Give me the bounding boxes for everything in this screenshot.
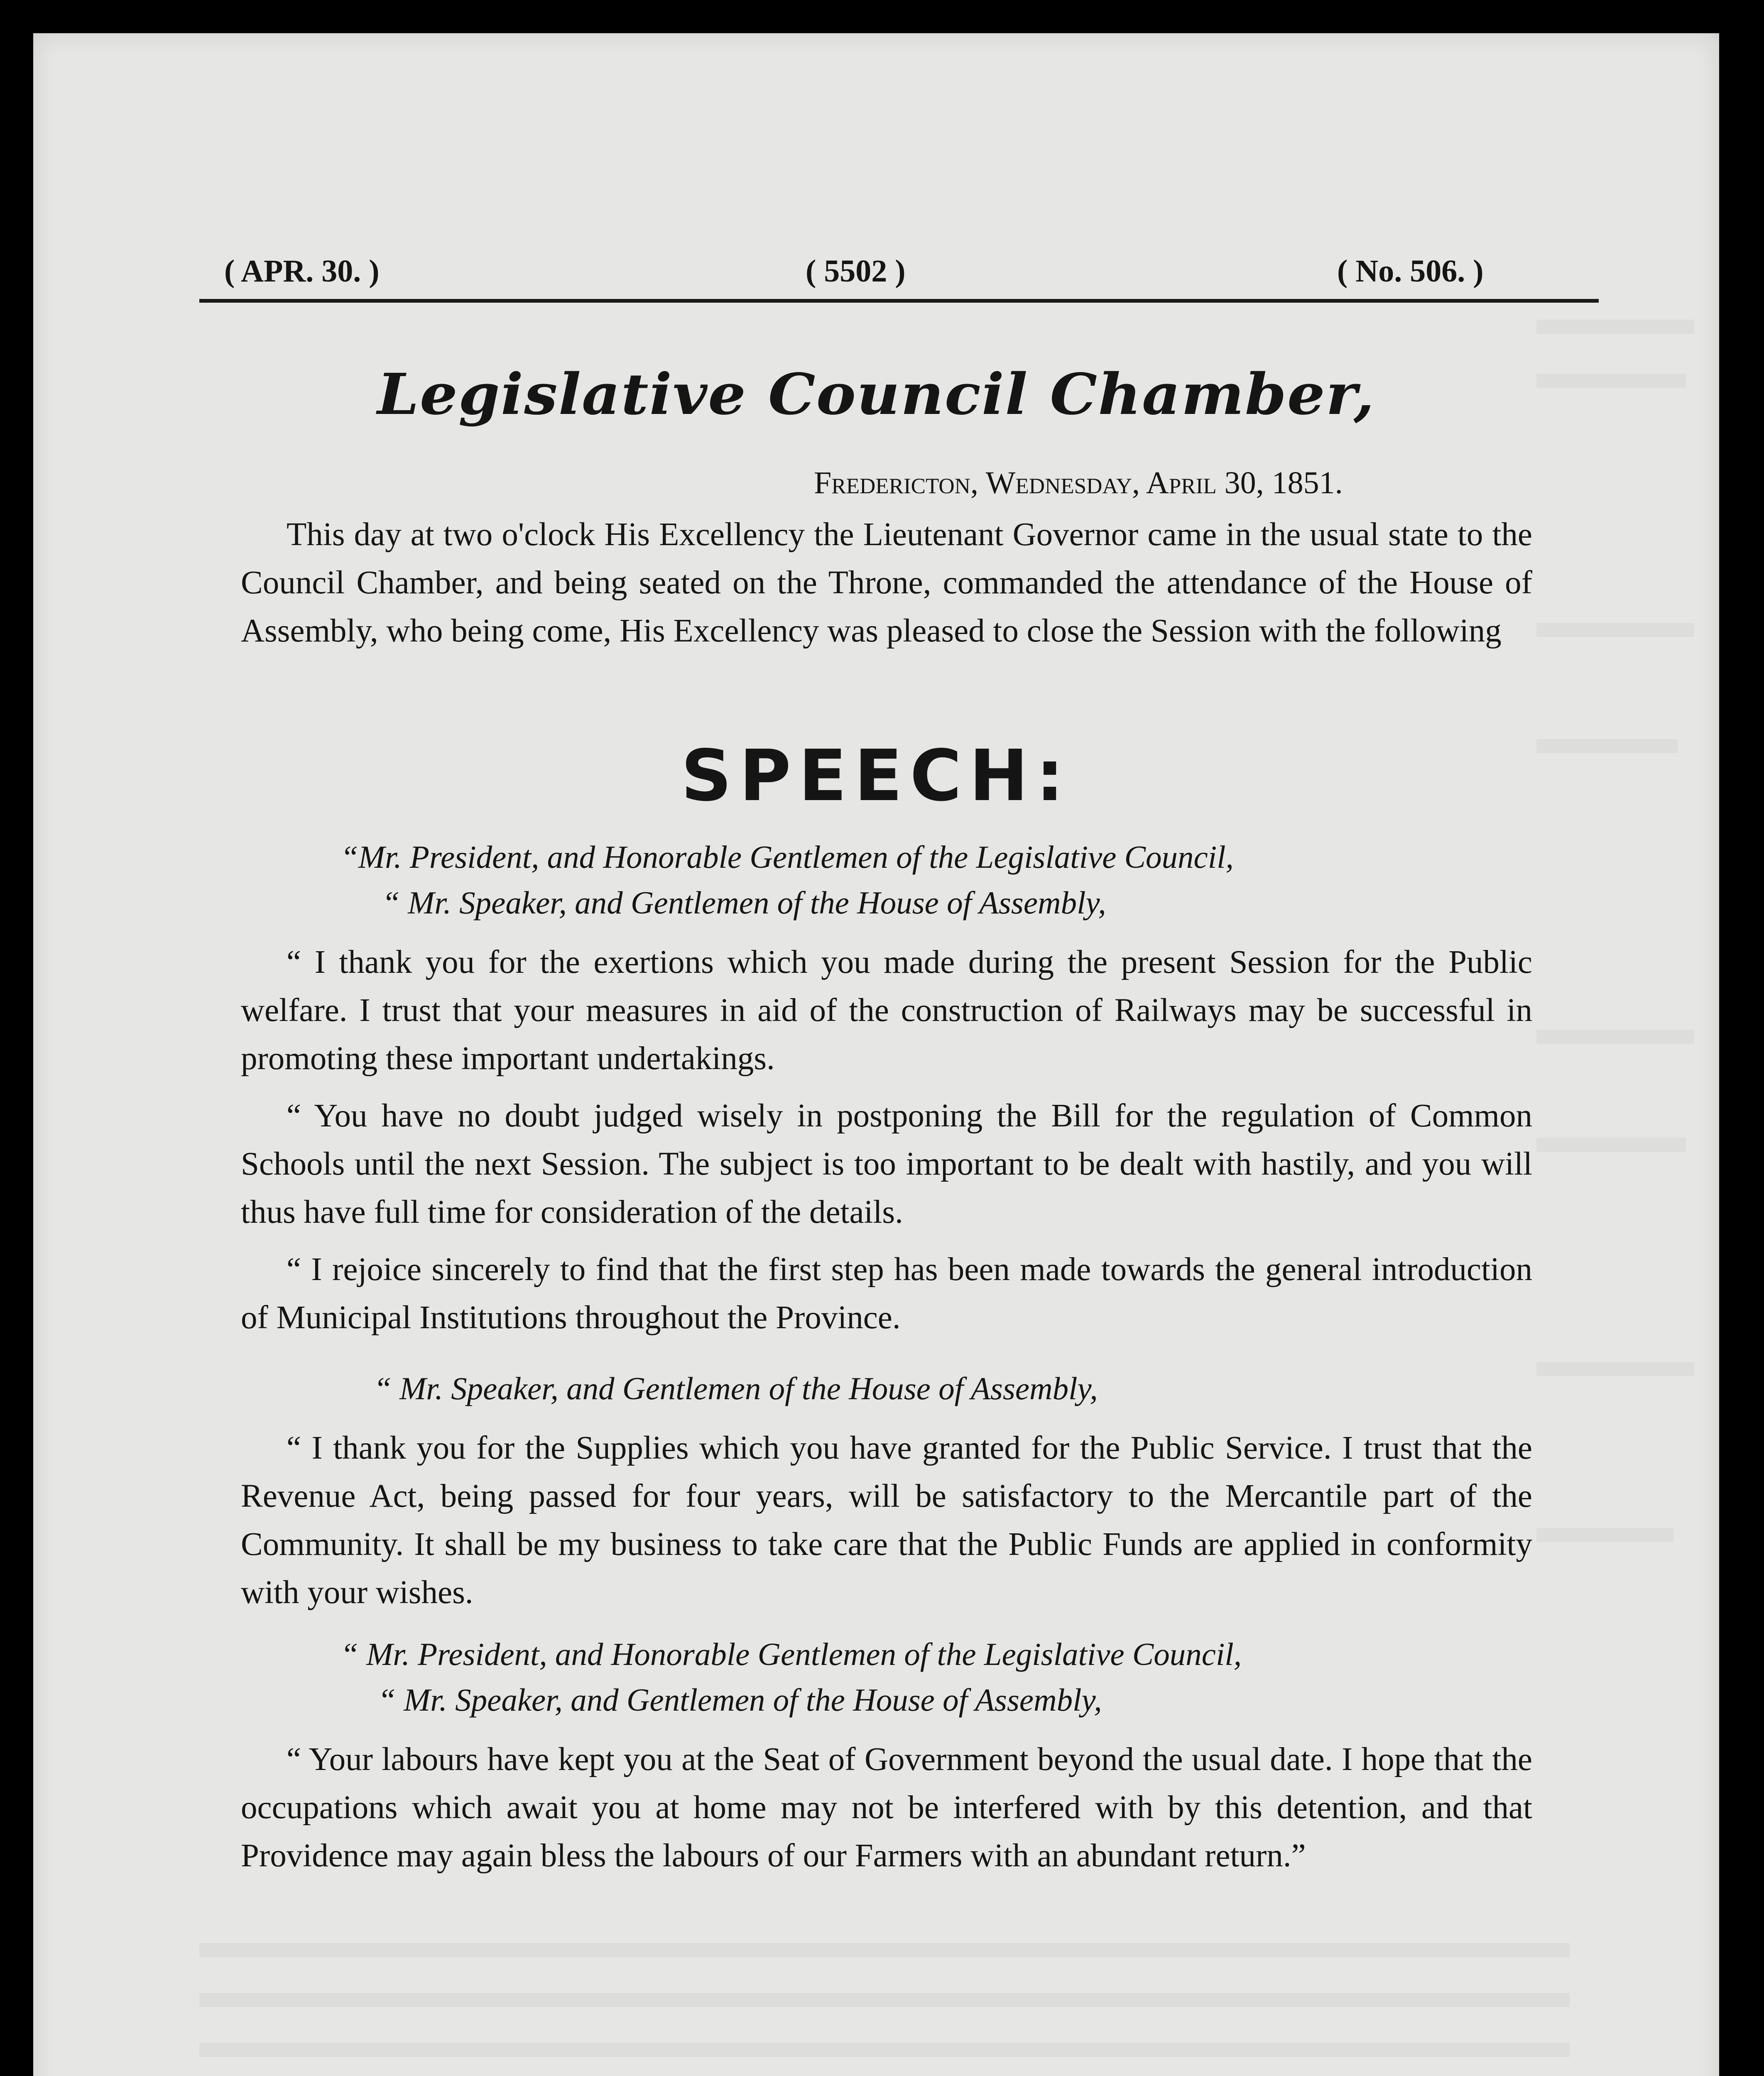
header-rule: [199, 299, 1599, 303]
address-legislative-council: “Mr. President, and Honorable Gentlemen of the Legislative Council,: [341, 839, 1234, 875]
address-house-of-assembly: “ Mr. Speaker, and Gentlemen of the House of Assembly,: [374, 1371, 1098, 1406]
page-title: Legislative Council Chamber,: [377, 361, 1375, 428]
header-page-number: ( 5502 ): [806, 254, 906, 289]
speech-paragraph-schools: “ You have no doubt judged wisely in postponing the Bill for the regulation of Common Schools until the next Session. The subject is too important to be dealt with hastily, and you will thus have full time for consideration of the details.: [241, 1098, 1532, 1230]
dateline: Fredericton, Wednesday, April 30, 1851.: [814, 465, 1343, 500]
speech-heading: SPEECH:: [681, 735, 1072, 817]
header-date: ( APR. 30. ): [224, 254, 380, 289]
document-page: [33, 33, 1719, 2076]
address-house-of-assembly: “ Mr. Speaker, and Gentlemen of the House of Assembly,: [382, 885, 1106, 920]
address-legislative-council: “ Mr. President, and Honorable Gentlemen of the Legislative Council,: [341, 1636, 1242, 1672]
intro-paragraph: This day at two o'clock His Excellency the Lieutenant Governor came in the usual state to the Council Chamber, and being seated on the Throne, commanded the attendance of the House of Assembly, who being come, His Excellency was pleased to close the Session with the following: [241, 517, 1532, 649]
speech-paragraph-municipal: “ I rejoice sincerely to find that the first step has been made towards the general introduction of Municipal Institutions throughout the Province.: [241, 1251, 1532, 1336]
header-issue-number: ( No. 506. ): [1337, 254, 1484, 289]
speech-paragraph-supplies: “ I thank you for the Supplies which you have granted for the Public Service. I trust that the Revenue Act, being passed for four years, will be satisfactory to the Mercantile part of the Community. It shall be my business to take care that the Public Funds are applied in conformity with your wishes.: [241, 1430, 1532, 1611]
speech-paragraph-closing: “ Your labours have kept you at the Seat of Government beyond the usual date. I hope that the occupations which await you at home may not be interfered with by this detention, and that Providence may again bless the labours of our Farmers with an abundant return.”: [241, 1741, 1532, 1874]
address-house-of-assembly: “ Mr. Speaker, and Gentlemen of the House of Assembly,: [378, 1682, 1102, 1718]
speech-paragraph-railways: “ I thank you for the exertions which you made during the present Session for the Public welfare. I trust that your measures in aid of the construction of Railways may be successful in promoting these important undertakings.: [241, 944, 1532, 1077]
